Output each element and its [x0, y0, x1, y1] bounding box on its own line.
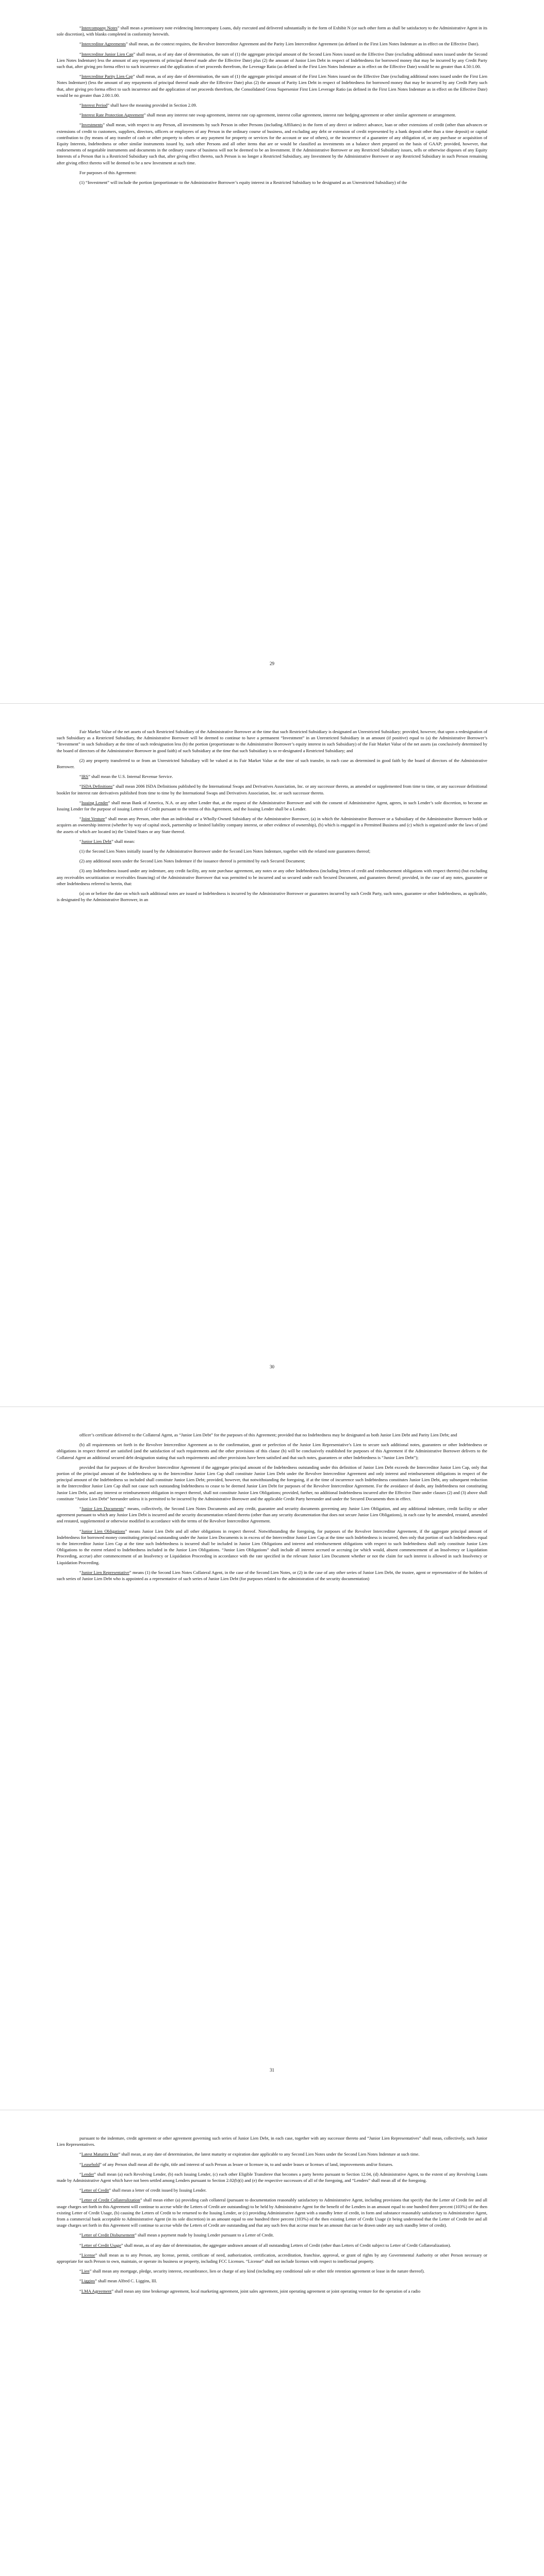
open-quote: “ [79, 774, 81, 779]
close-quote: ” [107, 103, 110, 108]
defined-term: Liggins [81, 2278, 95, 2284]
close-quote: ” [135, 2232, 137, 2238]
document-page [0, 703, 544, 1406]
close-quote: ” [125, 1528, 127, 1534]
open-quote: “ [79, 25, 81, 30]
definition-paragraph [57, 2268, 487, 2274]
close-quote: ” [111, 838, 113, 844]
paragraph-text: shall mean any Person, other than an individual or a Wholly-Owned Subsidiary of the Administrative Borrower, (a) in which the Administrative Borrower or a Subsidiary of the Administrative Borrower holds or acquires an ownership interest (whether by way of capital stock, partnership or limited liability company interest, or other evidence of ownership), (b) which is engaged in a Permitted Business and (c) which is organized under the laws of (and the assets of which are located in) the United States or any State thereof. [57, 816, 487, 834]
close-quote: ” [133, 74, 135, 79]
paragraph-text: shall mean the U.S. Internal Revenue Service. [90, 774, 173, 779]
close-quote: ” [89, 2268, 92, 2274]
open-quote: “ [79, 74, 81, 79]
body-paragraph [57, 868, 487, 887]
defined-term: LMA Agreement [81, 2288, 112, 2294]
open-quote: “ [79, 2232, 81, 2238]
paragraph-text: means, collectively, the Second Lien Notes Documents and any credit, guarantee and security documents governing any Junior Lien Obligation, and any additional indenture, credit facility or other agreement pursuant to which any Junior Lien Debt is incurred and the security documentation related thereto (other than any security documentation that does not secure Junior Lien Obligations), in each case by be amended, restated, amended and restated, supplemented or otherwise modified in accordance with the terms of the Revolver Intercreditor Agreement. [57, 1506, 488, 1524]
open-quote: “ [79, 41, 81, 47]
defined-term: Junior Lien Obligations [81, 1528, 125, 1534]
open-quote: “ [79, 2278, 81, 2284]
body-paragraph [57, 1464, 487, 1502]
close-quote: ” [129, 1569, 131, 1575]
defined-term: Issuing Lender [81, 800, 108, 805]
paragraph-text: shall mean any mortgage, pledge, security interest, encumbrance, lien or charge of any kind (including any conditional sale or other title retention agreement or lease in the nature thereof). [91, 2268, 425, 2274]
open-quote: “ [79, 112, 81, 118]
body-paragraph [57, 179, 487, 185]
close-quote: ” [111, 2288, 114, 2294]
definition-paragraph [57, 41, 487, 47]
definition-paragraph [57, 2288, 487, 2294]
document-page [0, 2110, 544, 2576]
defined-term: Intercreditor Agreements [81, 41, 126, 47]
open-quote: “ [79, 2252, 81, 2258]
paragraph-text: shall mean, with respect to any Person, all investments by such Person in other Persons (including Affiliates) in the form of any direct or indirect advance, loan or other extensions of credit (other than advances or extensions of credit to customers, suppliers, directors, officers or employees of any Person in the ordinary course of business, and excluding any debt or extension of credit represented by a bank deposit other than a time deposit) or capital contribution to (by means of any transfer of cash or other property to others or any payment for property or services for the account or use of others), or the incurrence of a guarantee of any obligation of, or any purchase or acquisition of Equity Interests, Indebtedness or other similar instruments issued by, such other Persons and all other items that are or would be classified as investments on a balance sheet prepared on the basis of GAAP; provided, however, that endorsements of negotiable instruments and documents in the ordinary course of business will not be deemed to be an Investment. If the Administrative Borrower or any Restricted Subsidiary issues, sells or otherwise disposes of any Equity Interests of a Person that is a Restricted Subsidiary such that, after giving effect thereto, such Person is no longer a Restricted Subsidiary, any Investment by the Administrative Borrower or any Restricted Subsidiary in such Person remaining after giving effect thereto will be deemed to be a new Investment at such time. [57, 122, 487, 165]
defined-term: ISDA Definitions [81, 784, 113, 789]
paragraph-text: provided that for purposes of the Revolver Intercreditor Agreement if the aggregate principal amount of the Indebtedness outstanding under this definition of Junior Lien Debt exceeds the Intercreditor Junior Lien Cap, only that portion of the principal amount of the Indebtedness up to the Intercreditor Junior Lien Cap shall constitute Junior Lien Debt under the Revolver Intercreditor Agreement and only interest and reimbursement obligations in respect of the principal amount of the Indebtedness so included shall constitute Junior Lien Debt; provided, however, that notwithstanding the foregoing, if at the time of incurrence such Indebtedness constitutes Junior Lien Debt, any subsequent reduction in the Intercreditor Junior Lien Cap shall not cause such outstanding Indebtedness to cease to be deemed Junior Lien Debt for purposes of the Revolver Intercreditor Agreement. For the avoidance of doubt, any Indebtedness not constituting Junior Lien Debt, and any interest or reimbursement obligation in respect thereof, shall not constitute Junior Lien Obligations; provided, further, no additional Indebtedness incurred after the Effective Date under clauses (2) and (3) above shall constitute “Junior Lien Debt” hereunder unless it is permitted to be incurred by the Administrative Borrower and the applicable Credit Party hereunder and under the Secured Documents then in effect. [57, 1464, 487, 1501]
open-quote: “ [79, 103, 81, 108]
open-quote: “ [79, 51, 81, 57]
close-quote: ” [103, 122, 105, 128]
close-quote: ” [125, 41, 128, 47]
open-quote: “ [79, 2242, 81, 2248]
close-quote: ” [133, 51, 136, 57]
paragraph-text: shall mean a letter of credit issued by Issuing Lender. [111, 2188, 207, 2193]
paragraph-text: (1) “Investment” will include the portion (proportionate to the Administrative Borrower’s equity interest in a Restricted Subsidiary to be designated as an Unrestricted Subsidiary) of the [79, 180, 407, 185]
open-quote: “ [79, 2171, 81, 2177]
paragraph-text: shall mean as to any Person, any license, permit, certificate of need, authorization, certification, accreditation, franchise, approval, or grant of rights by any Governmental Authority or other Person necessary or appropriate for such Person to own, maintain, or operate its business or property, including FCC Licenses. “License” shall not include licenses with respect to intellectual property. [57, 2252, 487, 2264]
paragraph-text: (2) any additional notes under the Second Lien Notes Indenture if the issuance thereof is permitted by each Secured Document; [79, 858, 305, 864]
close-quote: ” [94, 2171, 96, 2177]
definition-paragraph [57, 2197, 487, 2228]
body-paragraph [57, 848, 487, 854]
open-quote: “ [79, 2188, 81, 2193]
defined-term: Junior Lien Documents [81, 1506, 124, 1512]
document-page [0, 0, 544, 703]
page-number: 31 [270, 2067, 274, 2073]
open-quote: “ [79, 2268, 81, 2274]
open-quote: “ [79, 1569, 81, 1575]
body-paragraph [57, 1432, 487, 1438]
defined-term: Interest Period [81, 103, 108, 108]
paragraph-text: shall mean a promissory note evidencing Intercompany Loans, duly executed and delivered substantially in the form of Exhibit N (or such other form as shall be satisfactory to the Administrative Agent in its sole discretion), with blanks completed in conformity herewith. [57, 25, 487, 37]
definition-paragraph [57, 2232, 487, 2238]
close-quote: ” [124, 1506, 126, 1512]
close-quote: ” [109, 2188, 111, 2193]
open-quote: “ [79, 838, 81, 844]
open-quote: “ [79, 1528, 81, 1534]
definition-paragraph [57, 773, 487, 779]
definition-paragraph [57, 783, 487, 795]
definition-paragraph [57, 1569, 487, 1582]
close-quote: ” [105, 816, 107, 822]
definition-paragraph [57, 2161, 487, 2167]
document-page [0, 1406, 544, 2110]
definition-paragraph [57, 112, 487, 118]
paragraph-text: (2) any property transferred to or from an Unrestricted Subsidiary will be valued at its Fair Market Value at the time of such transfer, in each case as determined in good faith by the board of directors of the Administrative Borrower. [57, 757, 487, 770]
paragraph-text: shall mean, as of any date of determination, the sum of (1) the aggregate principal amount of the First Lien Notes issued on the Effective Date (excluding additional notes issued under the First Lien Notes Indenture) (less the amount of any repayments of principal thereof made after the Effective Date) plus (2) the amount of Parity Lien Debt in respect of Indebtedness for borrowed money that may be incurred by any Credit Party such that, after giving pro forma effect to such incurrence and the application of net proceeds therefrom, the Consolidated Gross Supersenior First Lien Leverage Ratio (as defined in the First Lien Notes Indenture as in effect on the Effective Date) would be no greater than 2.00:1.00. [57, 74, 487, 98]
paragraph-text: shall mean: [113, 838, 135, 844]
close-quote: ” [95, 2252, 97, 2258]
page-number: 29 [270, 661, 274, 666]
body-paragraph [57, 757, 487, 770]
close-quote: ” [95, 2278, 97, 2284]
definition-paragraph [57, 2171, 487, 2183]
body-paragraph [57, 858, 487, 864]
definition-paragraph [57, 2242, 487, 2248]
open-quote: “ [79, 2151, 81, 2157]
paragraph-text: means Junior Lien Debt and all other obligations in respect thereof. Notwithstanding the foregoing, for purposes of the Revolver Intercreditor Agreement, if the aggregate principal amount of Indebtedness for borrowed money constituting principal outstanding under the Junior Lien Documents is in excess of the Intercreditor Junior Lien Cap at the time such Indebtedness is incurred, then only that portion of such Indebtedness equal to the Intercreditor Junior Lien Cap at the time such Indebtedness is incurred shall be included in Junior Lien Obligations and interest and reimbursement obligations with respect to such Indebtedness shall only constitute Junior Lien Obligations to the extent related to Indebtedness included in the Junior Lien Obligations. “Junior Lien Obligations” shall include all interest accrued or accruing (or which would, absent commencement of an Insolvency or Liquidation Proceeding, accrue) after commencement of an Insolvency or Liquidation Proceeding in accordance with the rate specified in the relevant Junior Lien Document whether or not the claim for such interest is allowed in such Insolvency or Liquidation Proceeding. [57, 1528, 487, 1565]
close-quote: ” [88, 774, 91, 779]
paragraph-text: shall have the meaning provided in Section 2.09. [109, 103, 197, 108]
close-quote: ” [140, 2197, 142, 2203]
paragraph-text: shall mean any time brokerage agreement, local marketing agreement, joint sales agreement, joint operating agreement or joint operating venture for the operation of a radio [113, 2288, 421, 2294]
definition-paragraph [57, 2278, 487, 2284]
definition-paragraph [57, 838, 487, 844]
open-quote: “ [79, 1506, 81, 1512]
open-quote: “ [79, 816, 81, 822]
open-quote: “ [79, 800, 81, 805]
body-paragraph [57, 890, 487, 903]
defined-term: Lien [81, 2268, 90, 2274]
close-quote: ” [100, 2161, 102, 2167]
definition-paragraph [57, 102, 487, 108]
body-paragraph [57, 2135, 487, 2147]
defined-term: Latest Maturity Date [81, 2151, 119, 2157]
close-quote: ” [121, 2242, 123, 2248]
definition-paragraph [57, 73, 487, 98]
definition-paragraph [57, 2151, 487, 2157]
defined-term: Junior Lien Debt [81, 838, 112, 844]
open-quote: “ [79, 784, 81, 789]
defined-term: Intercompany Notes [81, 25, 118, 30]
paragraph-text: shall mean a payment made by Issuing Lender pursuant to a Letter of Credit. [137, 2232, 274, 2238]
paragraph-text: pursuant to the indenture, credit agreement or other agreement governing such series of Junior Lien Debt, in each case, together with any successor thereto and “Junior Lien Representatives” shall mean, collectively, such Junior Lien Representatives. [57, 2136, 487, 2147]
definition-paragraph [57, 816, 487, 835]
definition-paragraph [57, 1505, 487, 1524]
definition-paragraph [57, 2187, 487, 2193]
defined-term: Intercreditor Junior Lien Cap [81, 51, 134, 57]
defined-term: Investments [81, 122, 103, 128]
paragraph-text: (b) all requirements set forth in the Revolver Intercreditor Agreement as to the confirmation, grant or perfection of the Junior Lien Representative’s Lien to secure such additional notes, guarantees or other Indebtedness or obligations in respect thereof are satisfied (and the satisfaction of such requirements and the other provisions of this clause (b) will be conclusively established for purposes of this Agreement if the Administrative Borrower delivers to the Collateral Agent an additional secured debt designation stating that such requirements and other provisions have been satisfied and that such notes, guarantees or other Indebtedness is “Junior Lien Debt”); [57, 1442, 487, 1460]
paragraph-text: means (1) the Second Lien Notes Collateral Agent, in the case of the Second Lien Notes, or (2) in the case of any other series of Junior Lien Debt, the trustee, agent or representative of the holders of such series of Junior Lien Debt who is appointed as a representative of such series of Junior Lien Debt (for purposes related to the administration of the security documentation) [57, 1569, 488, 1582]
definition-paragraph [57, 25, 487, 37]
body-paragraph [57, 1442, 487, 1461]
paragraph-text: For purposes of this Agreement: [79, 170, 137, 175]
definition-paragraph [57, 51, 487, 70]
definition-paragraph [57, 2252, 487, 2264]
body-paragraph [57, 728, 487, 754]
close-quote: ” [118, 2151, 121, 2157]
open-quote: “ [79, 2161, 81, 2167]
paragraph-text: shall mean 2006 ISDA Definitions published by the International Swaps and Derivatives Association, Inc. or any successor thereto, as amended or supplemented from time to time, or any successor definitional booklet for interest rate derivatives published from time to time by the International Swaps and Derivatives Association, Inc. or such successor thereto. [57, 784, 487, 795]
defined-term: IRS [81, 774, 89, 779]
paragraph-text: officer’s certificate delivered to the Collateral Agent, as “Junior Lien Debt” for the purposes of this Agreement; provided that no Indebtedness may be designated as both Junior Lien Debt and Parity Lien Debt; and [79, 1432, 457, 1437]
definition-paragraph [57, 1528, 487, 1566]
paragraph-text: shall mean any interest rate swap agreement, interest rate cap agreement, interest collar agreement, interest rate hedging agreement or other similar agreement or arrangement. [145, 112, 456, 118]
paragraph-text: (1) the Second Lien Notes initially issued by the Administrative Borrower under the Second Lien Notes Indenture, together with the related note guarantees thereof; [79, 849, 371, 854]
close-quote: ” [117, 25, 120, 30]
defined-term: Letter of Credit Usage [81, 2242, 121, 2248]
defined-term: License [81, 2252, 95, 2258]
definition-paragraph [57, 122, 487, 165]
defined-term: Intercreditor Parity Lien Cap [81, 74, 133, 79]
defined-term: Letter of Credit Collateralization [81, 2197, 140, 2203]
paragraph-text: shall mean, as the context requires, the Revolver Intercreditor Agreement and the Parity Lien Intercreditor Agreement (as defined in the First Lien Notes Indenture as in effect on the Effective Date). [127, 41, 479, 47]
body-paragraph [57, 170, 487, 176]
paragraph-text: shall mean, as of any date of determination, the aggregate undrawn amount of all outstanding Letters of Credit (other than Letters of Credit subject to Letter of Credit Collateralization). [123, 2242, 451, 2248]
paragraph-text: shall mean Bank of America, N.A. or any other Lender that, at the request of the Administrative Borrower and with the consent of Administrative Agent, agrees, in such Lender’s sole discretion, to become an Issuing Lender for the purpose of issuing Letters of Credit pursuant to the terms of this Agreement, and the Issuing Lender shall be a Lender. [57, 800, 488, 812]
paragraph-text: shall mean, at any date of determination, the latest maturity or expiration date applicable to any Second Lien Notes under the Second Lien Notes Indenture at such time. [120, 2151, 420, 2157]
paragraph-text: (a) on or before the date on which such additional notes are issued or Indebtedness is incurred by the Administrative Borrower or guarantees incurred by such Credit Party, such notes, guarantee or other Indebtedness, as applicable, is designated by the Administrative Borrower, in an [57, 891, 487, 903]
open-quote: “ [79, 2288, 81, 2294]
defined-term: Leasehold [81, 2161, 100, 2167]
defined-term: Junior Lien Representative [81, 1569, 129, 1575]
open-quote: “ [79, 2197, 81, 2203]
paragraph-text: shall mean Alfred C. Liggins, III. [96, 2278, 157, 2284]
defined-term: Joint Venture [81, 816, 105, 822]
paragraph-text: Fair Market Value of the net assets of such Restricted Subsidiary of the Administrative Borrower at the time that such Restricted Subsidiary is designated an Unrestricted Subsidiary; provided, however, that upon a redesignation of such Subsidiary as a Restricted Subsidiary, the Administrative Borrower will be deemed to continue to have a permanent “Investment” in an Unrestricted Subsidiary in an amount (if positive) equal to (a) the Administrative Borrower’s “Investment” in such Subsidiary at the time of such redesignation less (b) the portion (proportionate to the Administrative Borrower’s equity interest in such Subsidiary) of the Fair Market Value of the net assets (as conclusively determined by the board of directors of the Administrative Borrower in good faith) of such Subsidiary at the time that such Subsidiary is so re-designated a Restricted Subsidiary; and [57, 729, 487, 753]
paragraph-text: shall mean either (a) providing cash collateral (pursuant to documentation reasonably satisfactory to Administrative Agent, including provisions that specify that the Letter of Credit fee and all usage charges set forth in this Agreement will continue to accrue while the Letters of Credit are outstanding) to be held by Administrative Agent for the benefit of the Lenders in an amount equal to one hundred three percent (103%) of the then existing Letter of Credit Usage, (b) causing the Letters of Credit to be returned to the Issuing Lender, or (c) providing Administrative Agent with a standby letter of credit, in form and substance reasonably satisfactory to Administrative Agent, from a commercial bank acceptable to Administrative Agent (in its sole discretion) in an amount equal to one hundred three percent (103%) of the then existing Letter of Credit Usage (it being understood that the Letter of Credit fee and all usage charges set forth in this Agreement will continue to accrue while the Letters of Credit are outstanding and that any such fees that accrue must be an amount that can be drawn under any such standby letter of credit). [57, 2197, 487, 2228]
close-quote: ” [108, 800, 110, 805]
open-quote: “ [79, 122, 81, 128]
close-quote: ” [143, 112, 146, 118]
defined-term: Letter of Credit [81, 2188, 109, 2193]
defined-term: Interest Rate Protection Agreement [81, 112, 144, 118]
definition-paragraph [57, 800, 487, 812]
paragraph-text: (3) any Indebtedness issued under any indenture, any credit facility, any note purchase agreement, any notes or any other Indebtedness (including letters of credit and reimbursement obligations with respect thereto) (but excluding any receivables securitization or receivables financing) of the Administrative Borrower that was permitted to be incurred and so secured under each Secured Document, and guarantees thereof; provided, in the case of any notes, guarantee or other Indebtedness referred to herein, that: [57, 868, 487, 886]
paragraph-text: shall mean, as of any date of determination, the sum of (1) the aggregate principal amount of the Second Lien Notes issued on the Effective Date (excluding additional notes issued under the Second Lien Notes Indenture) less the amount of any repayments of principal thereof made after the Effective Date) plus (2) the amount of Junior Lien Debt in respect of Indebtedness for borrowed money that may be incurred by any Credit Party such that, after giving pro forma effect to such incurrence and the application of net proceeds therefrom, the Leverage Ratio (as defined in the First Lien Notes Indenture as in effect on the Effective Date) would be no greater than 4.50:1.00. [57, 51, 487, 70]
paragraph-text: shall mean (a) each Revolving Lender, (b) each Issuing Lender, (c) each other Eligible Transferee that becomes a party hereto pursuant to Section 12.04, (d) Administrative Agent, to the extent of any Revolving Loans made by Administrative Agent which have not been settled among Lenders pursuant to Section 2.02(b)(i) and (e) the respective successors of all of the foregoing, and “Lenders” shall mean all of the foregoing. [57, 2171, 487, 2183]
page-number: 30 [270, 1364, 274, 1369]
defined-term: Lender [81, 2171, 94, 2177]
paragraph-text: of any Person shall mean all the right, title and interest of such Person as lessee or licensee in, to and under leases or licenses of land, improvements and/or fixtures. [101, 2161, 393, 2167]
close-quote: ” [112, 784, 115, 789]
defined-term: Letter of Credit Disbursement [81, 2232, 135, 2238]
